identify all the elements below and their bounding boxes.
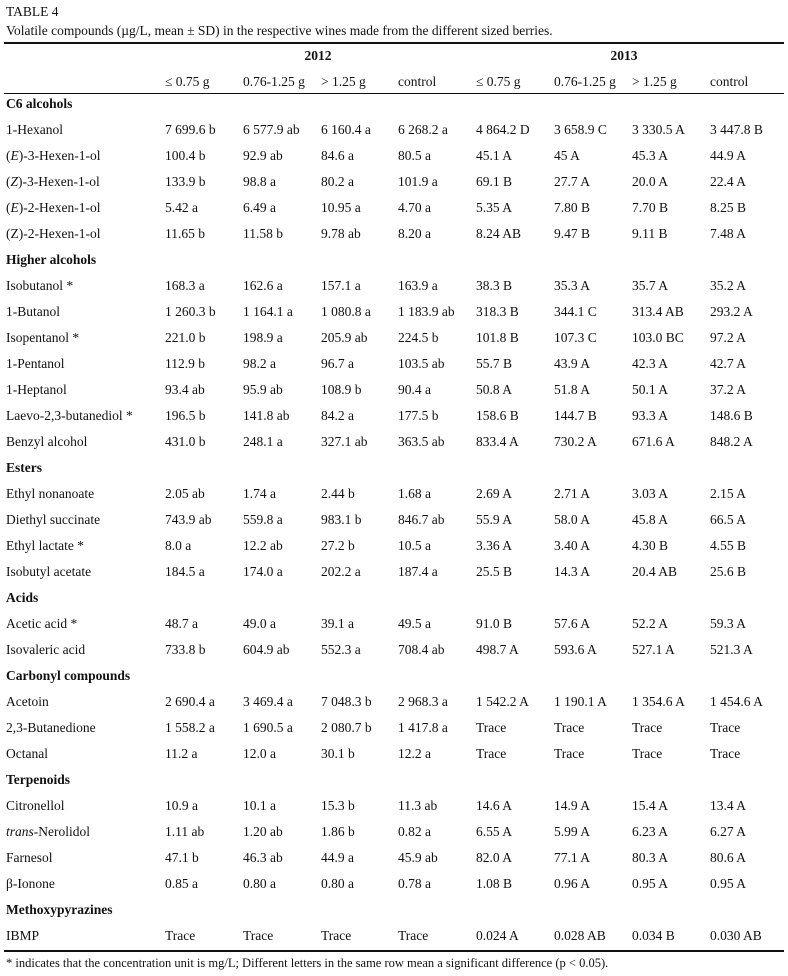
group-heading: Acids <box>6 590 39 605</box>
value-cell: 93.3 A <box>632 408 669 423</box>
value-cell: 39.1 a <box>321 616 354 631</box>
compound-name-part: ( <box>6 148 11 163</box>
value-cell: 248.1 a <box>243 434 283 449</box>
value-cell: 30.1 b <box>321 746 355 761</box>
value-cell: 3 447.8 B <box>710 122 763 137</box>
value-cell: 730.2 A <box>554 434 597 449</box>
value-cell: 9.47 B <box>554 226 591 241</box>
value-cell: 1 164.1 a <box>243 304 293 319</box>
compound-name-part: E <box>10 148 19 163</box>
value-cell: 177.5 b <box>398 408 439 423</box>
compound-name-part: (Z)-2-Hexen-1-ol <box>6 226 101 241</box>
compound-name-part: )-3-Hexen-1-ol <box>18 148 101 163</box>
value-cell: 521.3 A <box>710 642 753 657</box>
value-cell: 848.2 A <box>710 434 753 449</box>
value-cell: 671.6 A <box>632 434 675 449</box>
compound-name <box>6 874 55 894</box>
value-cell: 47.1 b <box>165 850 199 865</box>
value-cell: 20.0 A <box>632 174 669 189</box>
value-cell: 0.78 a <box>398 876 431 891</box>
column-header: control <box>398 74 437 89</box>
compound-name <box>6 484 94 504</box>
value-cell: 35.3 A <box>554 278 591 293</box>
table-title: TABLE 4 <box>6 4 59 19</box>
compound-name-part: Isopentanol * <box>6 330 80 345</box>
value-cell: 49.0 a <box>243 616 276 631</box>
value-cell: 22.4 A <box>710 174 747 189</box>
value-cell: 3 658.9 C <box>554 122 607 137</box>
value-cell: 2 968.3 a <box>398 694 448 709</box>
value-cell: 45 A <box>554 148 580 163</box>
value-cell: 96.7 a <box>321 356 354 371</box>
value-cell: 0.030 AB <box>710 928 762 943</box>
value-cell: 108.9 b <box>321 382 362 397</box>
compound-name <box>6 692 49 712</box>
value-cell: 48.7 a <box>165 616 198 631</box>
value-cell: 84.2 a <box>321 408 354 423</box>
header-rule <box>4 93 784 94</box>
column-header: ≤ 0.75 g <box>476 74 521 89</box>
column-header: > 1.25 g <box>321 74 366 89</box>
value-cell: Trace <box>554 746 585 761</box>
compound-name-part: 1-Pentanol <box>6 356 65 371</box>
value-cell: 7 699.6 b <box>165 122 216 137</box>
value-cell: 11.58 b <box>243 226 283 241</box>
value-cell: 1.11 ab <box>165 824 205 839</box>
value-cell: 35.2 A <box>710 278 747 293</box>
value-cell: 318.3 B <box>476 304 519 319</box>
value-cell: 92.9 ab <box>243 148 283 163</box>
compound-name <box>6 822 90 842</box>
value-cell: 25.5 B <box>476 564 513 579</box>
compound-name <box>6 562 91 582</box>
value-cell: 163.9 a <box>398 278 438 293</box>
value-cell: 11.65 b <box>165 226 205 241</box>
value-cell: 49.5 a <box>398 616 431 631</box>
compound-name-part: -Nerolidol <box>33 824 91 839</box>
value-cell: 10.1 a <box>243 798 276 813</box>
value-cell: 11.3 ab <box>398 798 438 813</box>
compound-name <box>6 796 65 816</box>
value-cell: 2.71 A <box>554 486 591 501</box>
value-cell: 9.11 B <box>632 226 668 241</box>
compound-name-part: Isobutanol * <box>6 278 74 293</box>
value-cell: 1 690.5 a <box>243 720 293 735</box>
compound-name <box>6 380 67 400</box>
value-cell: 45.1 A <box>476 148 513 163</box>
value-cell: 162.6 a <box>243 278 283 293</box>
value-cell: 846.7 ab <box>398 512 445 527</box>
value-cell: 10.5 a <box>398 538 431 553</box>
value-cell: 103.0 BC <box>632 330 684 345</box>
value-cell: 2.15 A <box>710 486 747 501</box>
value-cell: 0.80 a <box>243 876 276 891</box>
value-cell: 8.25 B <box>710 200 747 215</box>
value-cell: 224.5 b <box>398 330 439 345</box>
value-cell: 313.4 AB <box>632 304 684 319</box>
compound-name-part: Acetoin <box>6 694 49 709</box>
value-cell: 14.3 A <box>554 564 591 579</box>
value-cell: 0.95 A <box>710 876 747 891</box>
bottom-rule <box>4 950 784 952</box>
value-cell: 2 690.4 a <box>165 694 215 709</box>
value-cell: 0.034 B <box>632 928 675 943</box>
compound-name-part: Ethyl nonanoate <box>6 486 95 501</box>
compound-name <box>6 718 96 738</box>
value-cell: 44.9 A <box>710 148 747 163</box>
value-cell: 431.0 b <box>165 434 206 449</box>
compound-name <box>6 172 100 192</box>
value-cell: Trace <box>554 720 585 735</box>
value-cell: 55.9 A <box>476 512 513 527</box>
value-cell: 14.9 A <box>554 798 591 813</box>
value-cell: 148.6 B <box>710 408 753 423</box>
value-cell: 168.3 a <box>165 278 205 293</box>
value-cell: 1 558.2 a <box>165 720 215 735</box>
value-cell: 3 469.4 a <box>243 694 293 709</box>
compound-name-part: )-3-Hexen-1-ol <box>18 174 100 189</box>
value-cell: 205.9 ab <box>321 330 368 345</box>
compound-name <box>6 302 60 322</box>
value-cell: 55.7 B <box>476 356 513 371</box>
value-cell: 84.6 a <box>321 148 354 163</box>
value-cell: Trace <box>710 720 741 735</box>
compound-name-part: Farnesol <box>6 850 53 865</box>
value-cell: 1 354.6 A <box>632 694 685 709</box>
value-cell: Trace <box>710 746 741 761</box>
value-cell: 66.5 A <box>710 512 747 527</box>
value-cell: 4 864.2 D <box>476 122 530 137</box>
compound-name-part: Isobutyl acetate <box>6 564 92 579</box>
compound-name-part: ( <box>6 200 11 215</box>
table-caption: Volatile compounds (µg/L, mean ± SD) in the respective wines made from the different sized berries. <box>6 23 553 38</box>
value-cell: 51.8 A <box>554 382 591 397</box>
compound-name-part: Diethyl succinate <box>6 512 101 527</box>
value-cell: 11.2 a <box>165 746 198 761</box>
value-cell: 59.3 A <box>710 616 747 631</box>
value-cell: 498.7 A <box>476 642 519 657</box>
value-cell: 98.2 a <box>243 356 276 371</box>
value-cell: 5.35 A <box>476 200 513 215</box>
value-cell: 80.5 a <box>398 148 431 163</box>
column-header: 0.76-1.25 g <box>243 74 305 89</box>
value-cell: 12.2 ab <box>243 538 283 553</box>
value-cell: 187.4 a <box>398 564 438 579</box>
value-cell: 0.024 A <box>476 928 519 943</box>
value-cell: 5.99 A <box>554 824 591 839</box>
value-cell: 1.20 ab <box>243 824 283 839</box>
compound-name <box>6 146 100 166</box>
value-cell: 604.9 ab <box>243 642 290 657</box>
value-cell: 43.9 A <box>554 356 591 371</box>
table-footnote: * indicates that the concentration unit is mg/L; Different letters in the same row mean a significant difference (p < 0.05). <box>6 956 609 970</box>
value-cell: Trace <box>321 928 352 943</box>
value-cell: 45.3 A <box>632 148 669 163</box>
value-cell: 10.95 a <box>321 200 361 215</box>
compound-name-part: IBMP <box>6 928 40 943</box>
value-cell: 9.78 ab <box>321 226 361 241</box>
value-cell: 2.44 b <box>321 486 355 501</box>
value-cell: 363.5 ab <box>398 434 445 449</box>
value-cell: 58.0 A <box>554 512 591 527</box>
value-cell: 202.2 a <box>321 564 361 579</box>
group-heading: C6 alcohols <box>6 96 73 111</box>
value-cell: 101.9 a <box>398 174 438 189</box>
top-rule <box>4 42 784 44</box>
column-header: ≤ 0.75 g <box>165 74 210 89</box>
value-cell: 327.1 ab <box>321 434 368 449</box>
value-cell: 95.9 ab <box>243 382 283 397</box>
value-cell: 1.74 a <box>243 486 276 501</box>
value-cell: 8.0 a <box>165 538 192 553</box>
compound-name-part: Isovaleric acid <box>6 642 86 657</box>
value-cell: 6.55 A <box>476 824 513 839</box>
column-header: > 1.25 g <box>632 74 677 89</box>
value-cell: 4.30 B <box>632 538 669 553</box>
compound-name <box>6 536 84 556</box>
compound-name <box>6 640 85 660</box>
value-cell: 112.9 b <box>165 356 205 371</box>
value-cell: 983.1 b <box>321 512 362 527</box>
value-cell: 4.55 B <box>710 538 747 553</box>
compound-name-part: ( <box>6 174 11 189</box>
compound-name-part: 2,3-Butanedione <box>6 720 96 735</box>
value-cell: 196.5 b <box>165 408 206 423</box>
value-cell: 45.8 A <box>632 512 669 527</box>
group-heading: Esters <box>6 460 42 475</box>
value-cell: Trace <box>398 928 429 943</box>
compound-name <box>6 406 133 426</box>
compound-name <box>6 328 79 348</box>
value-cell: 13.4 A <box>710 798 747 813</box>
year-header-2012: 2012 <box>304 48 332 63</box>
value-cell: 141.8 ab <box>243 408 290 423</box>
year-header-2013: 2013 <box>610 48 638 63</box>
value-cell: 1.08 B <box>476 876 513 891</box>
value-cell: 57.6 A <box>554 616 591 631</box>
value-cell: 743.9 ab <box>165 512 212 527</box>
value-cell: 42.7 A <box>710 356 747 371</box>
value-cell: 6 577.9 ab <box>243 122 300 137</box>
value-cell: 38.3 B <box>476 278 513 293</box>
group-heading: Carbonyl compounds <box>6 668 131 683</box>
compound-name-part: β-Ionone <box>6 876 55 891</box>
value-cell: 1 080.8 a <box>321 304 371 319</box>
compound-name-part: Benzyl alcohol <box>6 434 88 449</box>
value-cell: Trace <box>632 746 663 761</box>
value-cell: 27.7 A <box>554 174 591 189</box>
compound-name <box>6 432 87 452</box>
compound-name <box>6 926 39 946</box>
value-cell: 3.36 A <box>476 538 513 553</box>
value-cell: 80.3 A <box>632 850 669 865</box>
value-cell: 82.0 A <box>476 850 513 865</box>
value-cell: 35.7 A <box>632 278 669 293</box>
compound-name-part: Acetic acid * <box>6 616 78 631</box>
compound-name-part: Ethyl lactate * <box>6 538 84 553</box>
value-cell: 50.8 A <box>476 382 513 397</box>
value-cell: Trace <box>632 720 663 735</box>
compound-name-part: 1-Heptanol <box>6 382 67 397</box>
value-cell: 133.9 b <box>165 174 206 189</box>
value-cell: 3 330.5 A <box>632 122 685 137</box>
value-cell: 7.70 B <box>632 200 669 215</box>
value-cell: 1.86 b <box>321 824 355 839</box>
value-cell: 6 160.4 a <box>321 122 371 137</box>
value-cell: 6.27 A <box>710 824 747 839</box>
value-cell: 158.6 B <box>476 408 519 423</box>
value-cell: 27.2 b <box>321 538 355 553</box>
value-cell: 1 417.8 a <box>398 720 448 735</box>
value-cell: 15.4 A <box>632 798 669 813</box>
compound-name <box>6 198 100 218</box>
value-cell: 184.5 a <box>165 564 205 579</box>
value-cell: 10.9 a <box>165 798 198 813</box>
compound-name <box>6 510 100 530</box>
value-cell: 6.23 A <box>632 824 669 839</box>
value-cell: 8.24 AB <box>476 226 522 241</box>
compound-name <box>6 224 100 244</box>
value-cell: 1.68 a <box>398 486 431 501</box>
value-cell: Trace <box>165 928 196 943</box>
value-cell: 293.2 A <box>710 304 753 319</box>
value-cell: 552.3 a <box>321 642 361 657</box>
value-cell: 101.8 B <box>476 330 519 345</box>
group-heading: Higher alcohols <box>6 252 97 267</box>
value-cell: 6.49 a <box>243 200 276 215</box>
value-cell: 103.5 ab <box>398 356 445 371</box>
value-cell: 80.6 A <box>710 850 747 865</box>
value-cell: 7.48 A <box>710 226 747 241</box>
compound-name-part: Laevo-2,3-butanediol * <box>6 408 133 423</box>
group-heading: Methoxypyrazines <box>6 902 113 917</box>
value-cell: 708.4 ab <box>398 642 445 657</box>
value-cell: 1 183.9 ab <box>398 304 455 319</box>
value-cell: 559.8 a <box>243 512 283 527</box>
value-cell: Trace <box>476 746 507 761</box>
column-header: 0.76-1.25 g <box>554 74 616 89</box>
value-cell: 174.0 a <box>243 564 283 579</box>
value-cell: 15.3 b <box>321 798 355 813</box>
value-cell: 107.3 C <box>554 330 597 345</box>
compound-name <box>6 848 53 868</box>
compound-name-part: )-2-Hexen-1-ol <box>18 200 101 215</box>
value-cell: 90.4 a <box>398 382 431 397</box>
value-cell: 0.95 A <box>632 876 669 891</box>
value-cell: 1 542.2 A <box>476 694 529 709</box>
value-cell: 25.6 B <box>710 564 747 579</box>
value-cell: 0.82 a <box>398 824 431 839</box>
value-cell: 2.05 ab <box>165 486 205 501</box>
column-header: control <box>710 74 749 89</box>
value-cell: 98.8 a <box>243 174 276 189</box>
group-heading: Terpenoids <box>6 772 71 787</box>
value-cell: 1 260.3 b <box>165 304 216 319</box>
value-cell: 44.9 a <box>321 850 354 865</box>
compound-name-part: E <box>10 200 19 215</box>
compound-name-part: 1-Hexanol <box>6 122 63 137</box>
value-cell: 80.2 a <box>321 174 354 189</box>
value-cell: 157.1 a <box>321 278 361 293</box>
value-cell: 1 454.6 A <box>710 694 763 709</box>
value-cell: 8.20 a <box>398 226 431 241</box>
value-cell: 42.3 A <box>632 356 669 371</box>
value-cell: 593.6 A <box>554 642 597 657</box>
value-cell: 77.1 A <box>554 850 591 865</box>
value-cell: 0.80 a <box>321 876 354 891</box>
value-cell: 198.9 a <box>243 330 283 345</box>
value-cell: 0.85 a <box>165 876 198 891</box>
compound-name-part: Z <box>10 174 19 189</box>
value-cell: 5.42 a <box>165 200 198 215</box>
value-cell: 7.80 B <box>554 200 591 215</box>
compound-name <box>6 354 65 374</box>
value-cell: 733.8 b <box>165 642 206 657</box>
value-cell: 69.1 B <box>476 174 513 189</box>
value-cell: 50.1 A <box>632 382 669 397</box>
value-cell: Trace <box>243 928 274 943</box>
value-cell: 0.028 AB <box>554 928 606 943</box>
value-cell: 12.2 a <box>398 746 431 761</box>
value-cell: 45.9 ab <box>398 850 438 865</box>
value-cell: 46.3 ab <box>243 850 283 865</box>
value-cell: 52.2 A <box>632 616 669 631</box>
value-cell: 2.69 A <box>476 486 513 501</box>
value-cell: 2 080.7 b <box>321 720 372 735</box>
value-cell: 344.1 C <box>554 304 597 319</box>
value-cell: 14.6 A <box>476 798 513 813</box>
compound-name <box>6 276 73 296</box>
value-cell: 6 268.2 a <box>398 122 448 137</box>
compound-name <box>6 614 77 634</box>
value-cell: 100.4 b <box>165 148 206 163</box>
value-cell: 144.7 B <box>554 408 597 423</box>
value-cell: 1 190.1 A <box>554 694 607 709</box>
value-cell: 7 048.3 b <box>321 694 372 709</box>
value-cell: 3.40 A <box>554 538 591 553</box>
value-cell: 37.2 A <box>710 382 747 397</box>
value-cell: 97.2 A <box>710 330 747 345</box>
value-cell: 93.4 ab <box>165 382 205 397</box>
compound-name-part: Octanal <box>6 746 48 761</box>
value-cell: 221.0 b <box>165 330 206 345</box>
value-cell: 4.70 a <box>398 200 431 215</box>
value-cell: 12.0 a <box>243 746 276 761</box>
compound-name-part: 1-Butanol <box>6 304 60 319</box>
value-cell: 20.4 AB <box>632 564 678 579</box>
value-cell: 91.0 B <box>476 616 513 631</box>
compound-name <box>6 120 63 140</box>
compound-name-part: Citronellol <box>6 798 65 813</box>
value-cell: 833.4 A <box>476 434 519 449</box>
compound-name-part: trans <box>6 824 34 839</box>
value-cell: Trace <box>476 720 507 735</box>
value-cell: 3.03 A <box>632 486 669 501</box>
value-cell: 527.1 A <box>632 642 675 657</box>
compound-name <box>6 744 48 764</box>
value-cell: 0.96 A <box>554 876 591 891</box>
